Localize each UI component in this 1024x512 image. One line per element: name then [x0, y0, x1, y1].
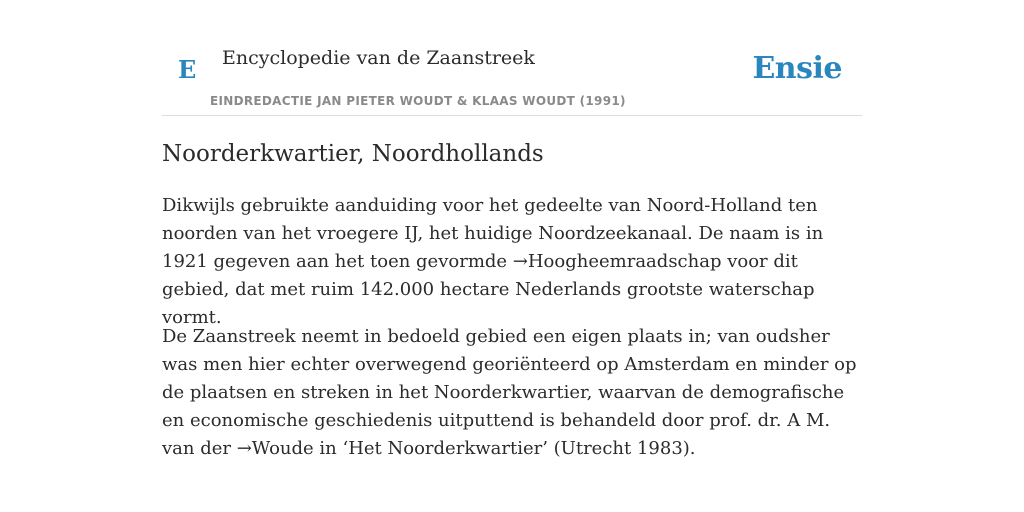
paragraph-2-text-end: in ‘Het Noorderkwartier’ (Utrecht 1983).: [313, 438, 696, 459]
encyclopedia-page: [162, 0, 862, 512]
paragraph-1-text-start: Dikwijls gebruikte aanduiding voor het gedeelte van Noord-Holland ten noorden van het vroegere IJ, het huidige Noordzeekanaal. De naam is in 1921 gegeven aan het toen gevormde: [162, 195, 824, 272]
article-paragraph-1: [162, 192, 862, 332]
paragraph-2-text-start: De Zaanstreek neemt in bedoeld gebied een eigen plaats in; van oudsher was men hier echter overwegend georiënteerd op Amsterdam en minder op de plaatsen en streken in het Noorderkwartier, waarvan de demografische en economische geschiedenis uitputtend is behandeld door prof. dr. A M. van der: [162, 326, 857, 459]
paragraph-1-text-end: voor dit gebied, dat met ruim 142.000 hectare Nederlands grootste waterschap vormt.: [162, 251, 815, 328]
ensie-logo[interactable]: Ensie: [752, 51, 842, 86]
encyclopedia-title[interactable]: Encyclopedie van de Zaanstreek: [222, 47, 535, 69]
article-title: Noorderkwartier, Noordhollands: [162, 141, 544, 167]
link-woude[interactable]: →Woude: [236, 438, 314, 459]
link-hoogheemraadschap[interactable]: →Hoogheemraadschap: [512, 251, 722, 272]
header-divider: [162, 115, 862, 116]
article-paragraph-2: [162, 323, 862, 463]
editors-credit: EINDREDACTIE JAN PIETER WOUDT & KLAAS WOUDT (1991): [210, 94, 626, 108]
encyclopedia-logo[interactable]: E: [178, 55, 197, 84]
